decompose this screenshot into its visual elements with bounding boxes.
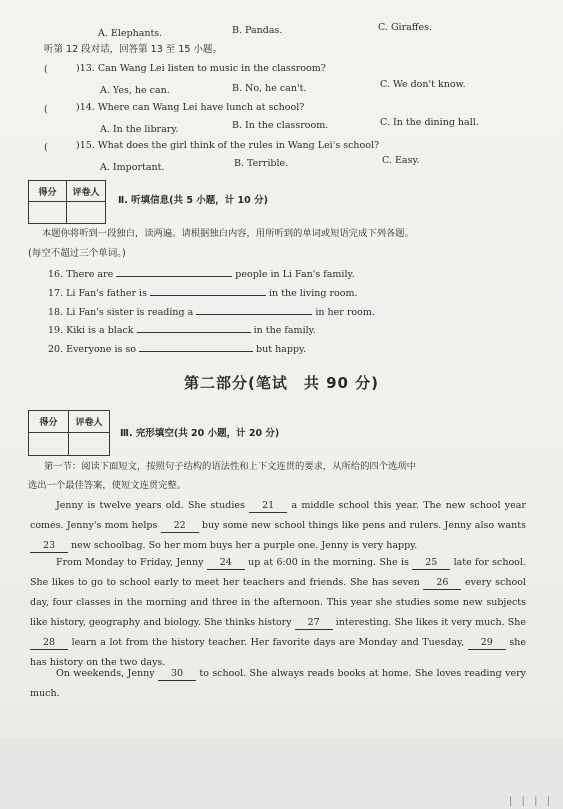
section-3-instruction-line-2: 选出一个最佳答案，使短文连贯完整。: [28, 480, 187, 491]
fill-item-16: [48, 268, 355, 280]
q15-option-c: C. Easy.: [382, 155, 420, 166]
blank-25[interactable]: 25: [412, 557, 450, 570]
q12-option-a: A. Elephants.: [98, 28, 163, 39]
fill-item-20: [48, 343, 306, 355]
item-19-blank[interactable]: [137, 324, 251, 333]
p1-text-c: comes. Jenny's mom helps: [30, 520, 158, 531]
score-box-section-2: [28, 180, 106, 224]
p2-text-g: history, geography and biology. She thinks history: [50, 617, 292, 628]
blank-26[interactable]: 26: [423, 577, 461, 590]
item-20-blank[interactable]: [139, 343, 253, 352]
item-17-blank[interactable]: [150, 287, 266, 296]
q14-stem: )14. Where can Wang Lei have lunch at school?: [76, 102, 305, 113]
blank-24[interactable]: 24: [207, 557, 245, 570]
p2-text-b: up at 6:00 in the morning. She is: [248, 557, 409, 568]
p1-text-b: a middle school this year. The new school year: [291, 500, 526, 511]
page-bottom-margin: [0, 738, 563, 809]
grader-cell[interactable]: [69, 433, 109, 455]
q14-option-b: B. In the classroom.: [232, 120, 329, 131]
item-18-text: 18. Li Fan's sister is reading a: [48, 307, 194, 318]
section-2-title: Ⅱ. 听填信息(共 5 小题，计 10 分): [118, 195, 268, 206]
blank-27[interactable]: 27: [295, 617, 333, 630]
p2-text-f: four classes in the morning and three in the afternoon. This year she studies some new subjects like: [30, 597, 526, 628]
blank-22[interactable]: 22: [161, 520, 199, 533]
p1-text-e: new schoolbag. So her mom buys her a purple one. Jenny is very happy.: [71, 540, 418, 551]
score-cell[interactable]: [29, 202, 67, 223]
edge-marks: | | | |: [508, 796, 553, 807]
p2-text-d: She likes to go to school early to meet her teachers and friends. She has seven: [30, 577, 420, 588]
p2-text-h: interesting. She likes it very much. She: [335, 617, 527, 628]
p2-text-e: every school day,: [30, 577, 526, 608]
fill-item-17: [48, 287, 357, 299]
score-label: 得分: [29, 411, 69, 433]
q15-answer-paren[interactable]: (: [44, 142, 48, 153]
p3-text-c: much.: [30, 688, 60, 699]
section-3-title: Ⅲ. 完形填空(共 20 小题，计 20 分): [120, 428, 280, 439]
q15-option-a: A. Important.: [100, 162, 165, 173]
cloze-paragraph-1: [30, 496, 526, 556]
score-box-section-3: [28, 410, 110, 456]
item-16-blank[interactable]: [116, 268, 232, 277]
p2-text-i: learn a lot from the history teacher. Her favorite days are Monday and Tuesday,: [71, 637, 465, 648]
blank-28[interactable]: 28: [30, 637, 68, 650]
blank-21[interactable]: 21: [249, 500, 287, 513]
score-cell[interactable]: [29, 433, 69, 455]
item-17-text: 17. Li Fan's father is: [48, 288, 147, 299]
fill-item-18: [48, 306, 375, 318]
section-2-instruction: 本题你将听到一段独白，读两遍。请根据独白内容，用所听到的单词或短语完成下列各题。: [42, 228, 414, 239]
q13-answer-paren[interactable]: (: [44, 64, 48, 75]
p1-text-d: buy some new school things like pens and rulers. Jenny also wants: [201, 520, 526, 531]
grader-label: 评卷人: [69, 411, 109, 433]
item-19-tail: in the family.: [253, 325, 316, 336]
q13-stem: )13. Can Wang Lei listen to music in the classroom?: [76, 63, 326, 74]
p2-text-k: history on the two days.: [49, 657, 166, 668]
q14-option-a: A. In the library.: [100, 124, 179, 135]
item-19-text: 19. Kiki is a black: [48, 325, 134, 336]
item-18-tail: in her room.: [315, 307, 375, 318]
item-20-text: 20. Everyone is so: [48, 344, 136, 355]
fill-item-19: [48, 324, 316, 336]
item-16-tail: people in Li Fan's family.: [235, 269, 355, 280]
grader-label: 评卷人: [67, 181, 105, 202]
item-18-blank[interactable]: [196, 306, 312, 315]
score-label: 得分: [29, 181, 67, 202]
q13-option-a: A. Yes, he can.: [100, 85, 170, 96]
cloze-paragraph-3: [30, 664, 526, 704]
q14-option-c: C. In the dining hall.: [380, 117, 479, 128]
p3-text-b: to school. She always reads books at home. She loves reading very: [199, 668, 526, 679]
q13-option-b: B. No, he can't.: [232, 83, 307, 94]
blank-23[interactable]: 23: [30, 540, 68, 553]
q13-option-c: C. We don't know.: [380, 79, 466, 90]
q12-option-c: C. Giraffes.: [378, 22, 433, 33]
blank-30[interactable]: 30: [158, 668, 196, 681]
p2-text-c: late for school.: [453, 557, 526, 568]
listen-12-intro: 听第 12 段对话，回答第 13 至 15 小题。: [44, 44, 222, 55]
cloze-paragraph-2: [30, 553, 526, 673]
p3-text-a: On weekends, Jenny: [56, 668, 155, 679]
item-16-text: 16. There are: [48, 269, 114, 280]
item-17-tail: in the living room.: [269, 288, 358, 299]
blank-29[interactable]: 29: [468, 637, 506, 650]
item-20-tail: but happy.: [256, 344, 307, 355]
q15-option-b: B. Terrible.: [234, 158, 289, 169]
part-2-title: 第二部分(笔试 共 90 分): [183, 374, 380, 392]
p2-text-j: she has: [30, 637, 526, 668]
q14-answer-paren[interactable]: (: [44, 104, 48, 115]
section-3-instruction-line-1: 第一节：阅读下面短文，按照句子结构的语法性和上下文连贯的要求，从所给的四个选项中: [44, 461, 416, 472]
p1-text-a: Jenny is twelve years old. She studies: [56, 500, 245, 511]
section-2-note: (每空不超过三个单词。): [28, 248, 126, 259]
q12-option-b: B. Pandas.: [232, 25, 283, 36]
q15-stem: )15. What does the girl think of the rules in Wang Lei's school?: [76, 140, 380, 151]
p2-text-a: From Monday to Friday, Jenny: [56, 557, 204, 568]
grader-cell[interactable]: [67, 202, 105, 223]
